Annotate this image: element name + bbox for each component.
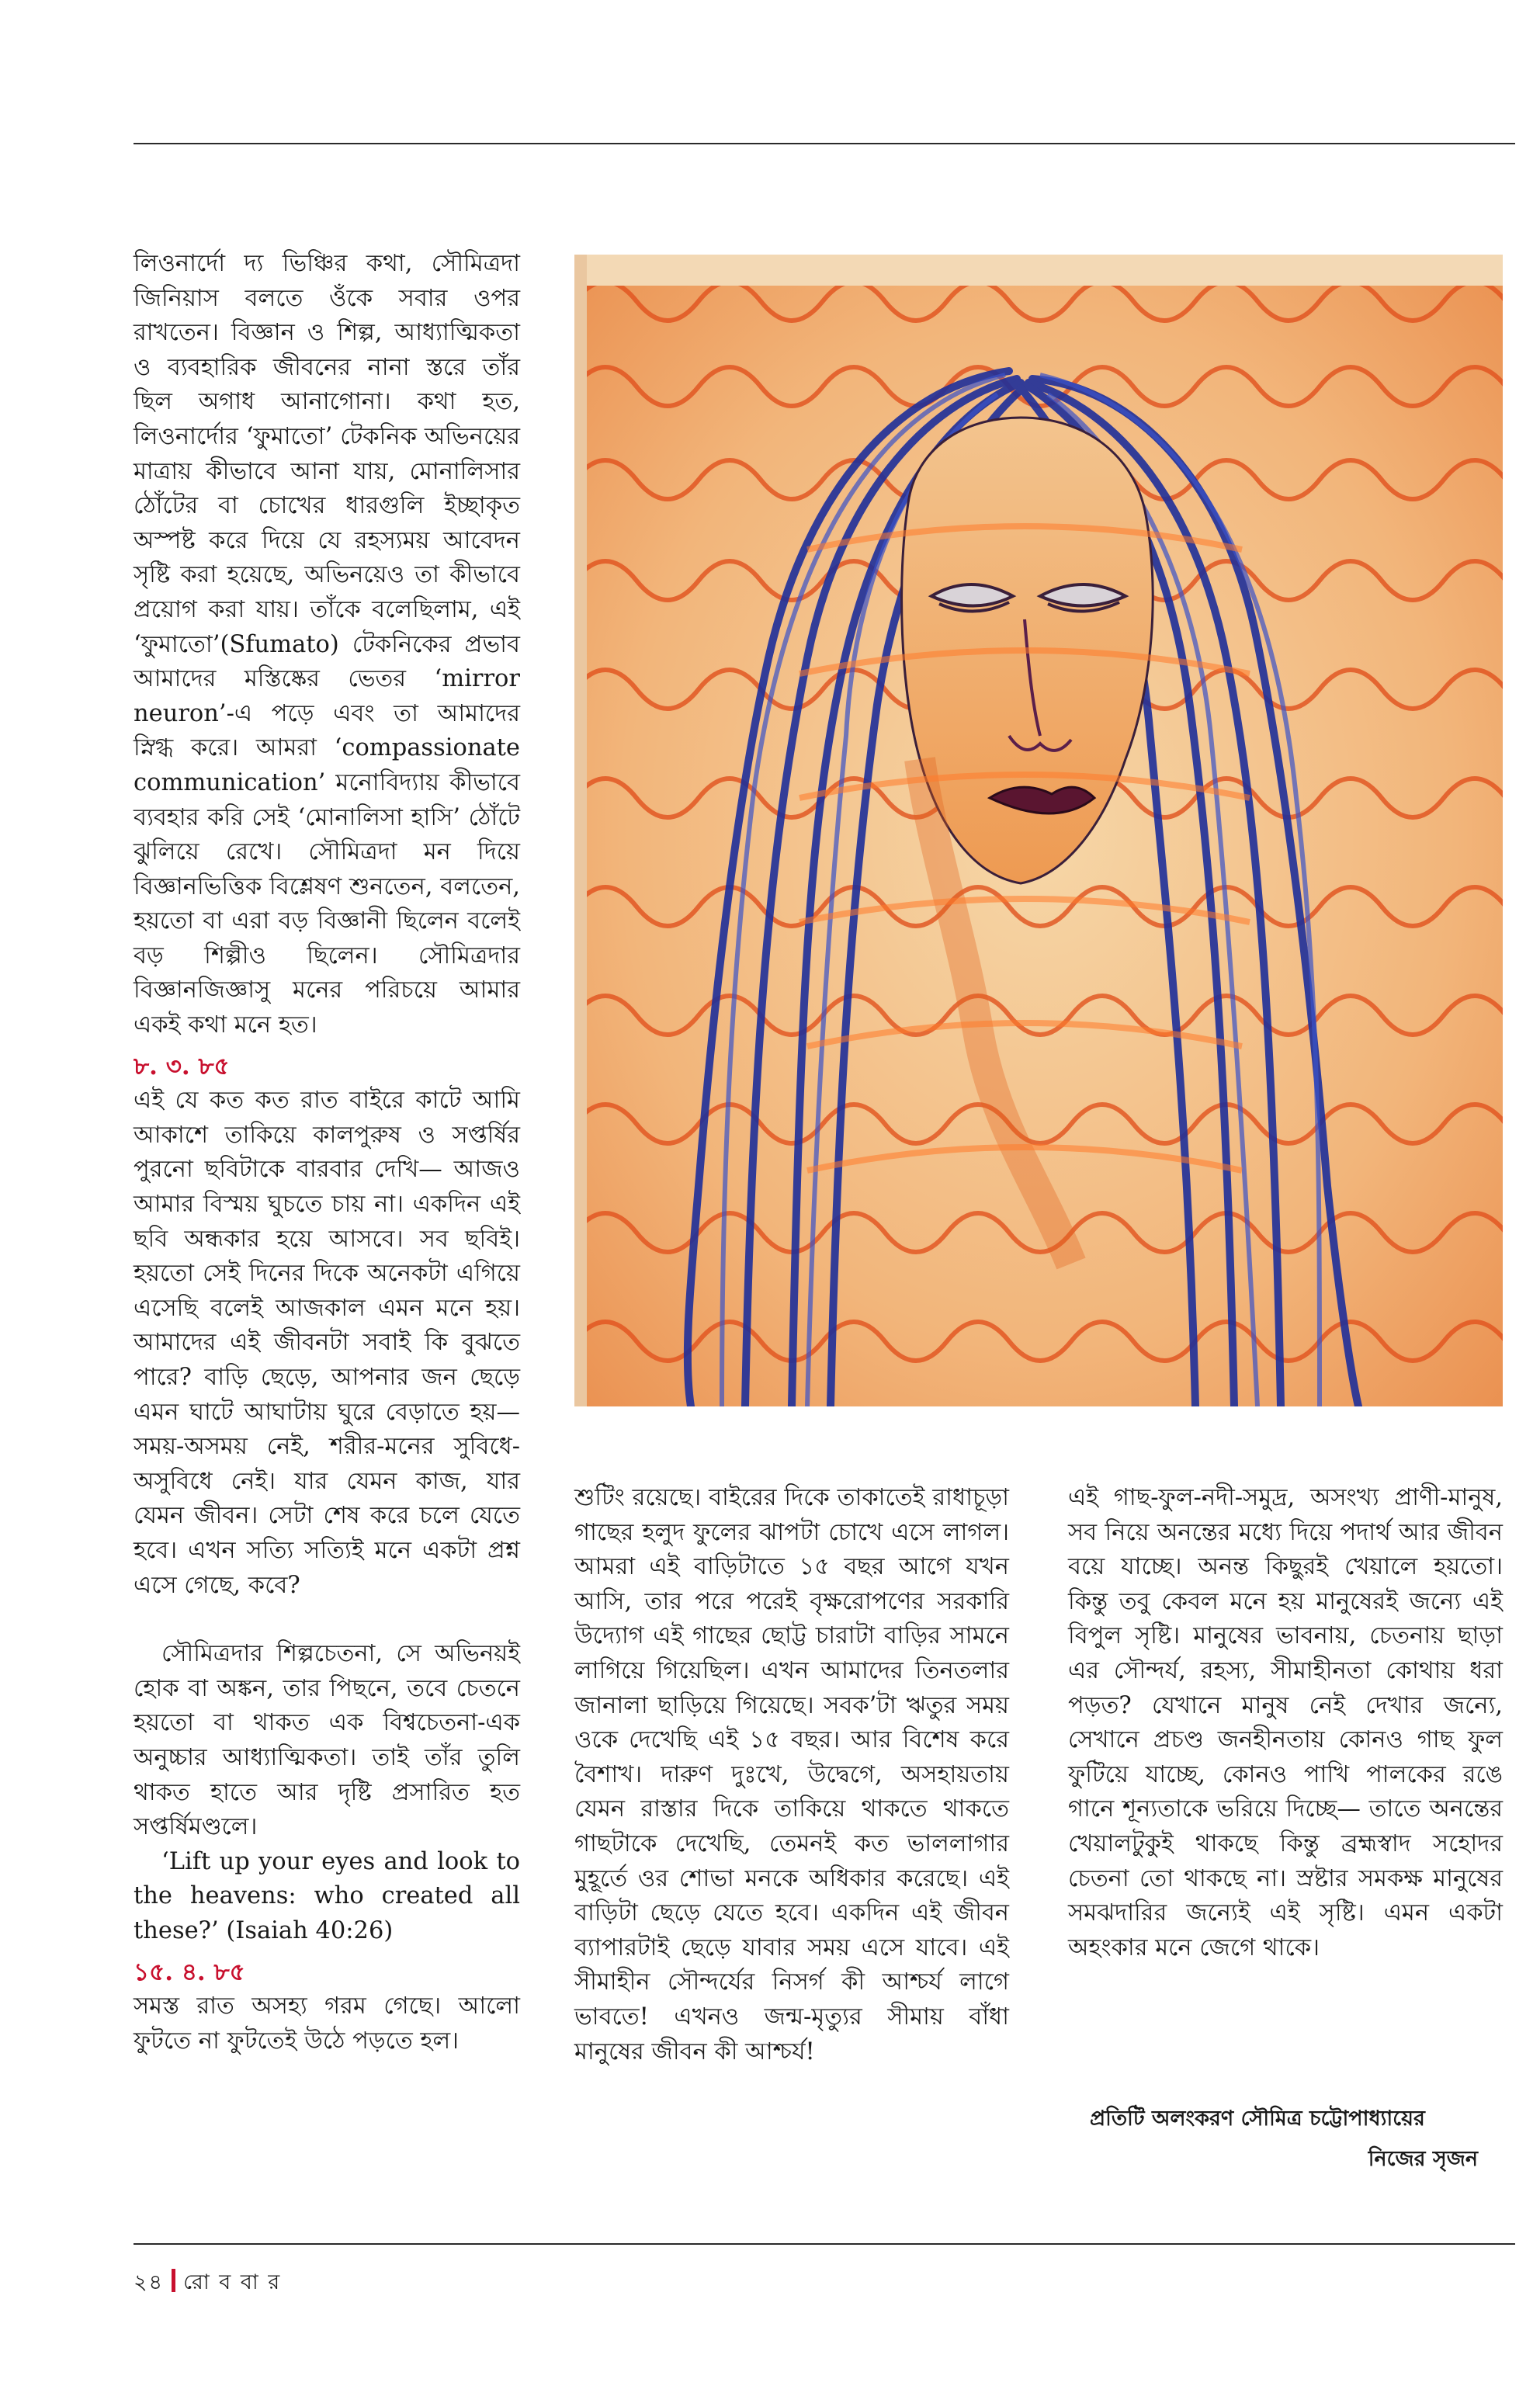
page-number: ২৪	[134, 2270, 165, 2294]
bottom-rule	[134, 2243, 1515, 2245]
col1-paragraph-5: সমস্ত রাত অসহ্য গরম গেছে। আলো ফুটতে না ফুটতেই উঠে পড়তে হল।	[134, 1992, 520, 2055]
col1-paragraph-3: সৌমিত্রদার শিল্পচেতনা, সে অভিনয়ই হোক বা অঙ্কন, তার পিছনে, তবে চেতনে হয়তো বা থাকত এক বিশ্বচেতনা-এক অনুচ্চার আধ্যাত্মিকতা। তাই তাঁর তুলি থাকত হাতে আর দৃষ্টি প্রসারিত হত সপ্তর্ষিমণ্ডলে।	[134, 1640, 520, 1841]
date-heading-2: ১৫. ৪. ৮৫	[134, 1958, 245, 1986]
magazine-name: রো ব বা র	[183, 2270, 282, 2294]
col2-paragraph-1: শুটিং রয়েছে। বাইরের দিকে তাকাতেই রাধাচূড়া গাছের হলুদ ফুলের ঝাপটা চোখে এসে লাগল। আমরা এই বাড়িটাতে ১৫ বছর আগে যখন আসি, তার পরে পরেই বৃক্ষরোপণের সরকারি উদ্যোগ এই গাছের ছোট্ট চারাটা বাড়ির সামনে লাগিয়ে গিয়েছিল। এখন আমাদের তিনতলার জানালা ছাড়িয়ে গিয়েছে। সবক’টা ঋতুর সময় ওকে দেখেছি এই ১৫ বছর। আর বিশেষ করে বৈশাখ। দারুণ দুঃখে, উদ্বেগে, অসহায়তায় যেমন রাস্তার দিকে তাকিয়ে থাকতে থাকতে গাছটাকে দেখেছি, তেমনই কত ভাললাগার মুহূর্তে ওর শোভা মনকে অধিকার করেছে। এই বাড়িটা ছেড়ে যেতে হবে। একদিন এই জীবন ব্যাপারটাই ছেড়ে যাবার সময় এসে যাবে। এই সীমাহীন সৌন্দর্যের নিসর্গ কী আশ্চর্য লাগে ভাবতে! এখনও জন্ম-মৃত্যুর সীমায় বাঁধা মানুষের জীবন কী আশ্চর্য!	[574, 1484, 1009, 2065]
col3-paragraph-1: এই গাছ-ফুল-নদী-সমুদ্র, অসংখ্য প্রাণী-মানুষ, সব নিয়ে অনন্তের মধ্যে দিয়ে পদার্থ আর জীবন বয়ে যাচ্ছে। অনন্ত কিছুরই খেয়ালে হয়তো। কিন্তু তবু কেবল মনে হয় মানুষেরই জন্যে এই বিপুল সৃষ্টি। মানুষের ভাবনায়, চেতনায় ছাড়া এর সৌন্দর্য, রহস্য, সীমাহীনতা কোথায় ধরা পড়ত? যেখানে মানুষ নেই দেখার জন্যে, সেখানে প্রচণ্ড জনহীনতায় কোনও গাছ ফুল ফুটিয়ে যাচ্ছে, কোনও পাখি পালকের রঙে গানে শূন্যতাকে ভরিয়ে দিচ্ছে— তাতে অনন্তের খেয়ালটুকুই থাকছে কিন্তু ব্রহ্মস্বাদ সহোদর চেতনা তো থাকছে না। স্রষ্টার সমকক্ষ মানুষের সমঝদারির জন্যেই এই সৃষ্টি। এমন একটা অহংকার মনে জেগে থাকে।	[1068, 1484, 1503, 1961]
illustration-credit	[1090, 2099, 1478, 2180]
footer-divider	[172, 2269, 175, 2292]
column-3	[1068, 1481, 1503, 1965]
column-1	[134, 247, 520, 2058]
col1-paragraph-1: লিওনার্দো দ্য ভিঞ্চির কথা, সৌমিত্রদা জিনিয়াস বলতে ওঁকে সবার ওপর রাখতেন। বিজ্ঞান ও শিল্প, আধ্যাত্মিকতা ও ব্যবহারিক জীবনের নানা স্তরে তাঁর ছিল অগাধ আনাগোনা। কথা হত, লিওনার্দোর ‘ফুমাতো’ টেকনিক অভিনয়ের মাত্রায় কীভাবে আনা যায়, মোনালিসার ঠোঁটের বা চোখের ধারগুলি ইচ্ছাকৃত অস্পষ্ট করে দিয়ে যে রহস্যময় আবেদন সৃষ্টি করা হয়েছে, অভিনয়েও তা কীভাবে প্রয়োগ করা যায়। তাঁকে বলেছিলাম, এই ‘ফুমাতো’(Sfumato) টেকনিকের প্রভাব আমাদের মস্তিষ্কের ভেতর ‘mirror neuron’-এ পড়ে এবং তা আমাদের স্নিগ্ধ করে। আমরা ‘compassionate communication’ মনোবিদ্যায় কীভাবে ব্যবহার করি সেই ‘মোনালিসা হাসি’ ঠোঁটে ঝুলিয়ে রেখে। সৌমিত্রদা মন দিয়ে বিজ্ঞানভিত্তিক বিশ্লেষণ শুনতেন, বলতেন, হয়তো বা এরা বড় বিজ্ঞানী ছিলেন বলেই বড় শিল্পীও ছিলেন। সৌমিত্রদার বিজ্ঞানজিজ্ঞাসু মনের পরিচয়ে আমার একই কথা মনে হত।	[134, 250, 520, 1039]
page-footer	[134, 2266, 281, 2301]
portrait-illustration	[574, 255, 1503, 1406]
col1-quote: ‘Lift up your eyes and look to the heavens: who created all these?’ (Isaiah 40:26)	[134, 1847, 520, 1944]
credit-line-1: প্রতিটি অলংকরণ সৌমিত্র চট্টোপাধ্যায়ের	[1090, 2107, 1425, 2131]
col1-paragraph-2: এই যে কত কত রাত বাইরে কাটে আমি আকাশে তাকিয়ে কালপুরুষ ও সপ্তর্ষির পুরনো ছবিটাকে বারবার দেখি— আজও আমার বিস্ময় ঘুচতে চায় না। একদিন এই ছবি অন্ধকার হয়ে আসবে। সব ছবিই। হয়তো সেই দিনের দিকে অনেকটা এগিয়ে এসেছি বলেই আজকাল এমন মনে হয়। আমাদের এই জীবনটা সবাই কি বুঝতে পারে? বাড়ি ছেড়ে, আপনার জন ছেড়ে এমন ঘাটে আঘাটায় ঘুরে বেড়াতে হয়— সময়-অসময় নেই, শরীর-মনের সুবিধে-অসুবিধে নেই। যার যেমন কাজ, যার যেমন জীবন। সেটা শেষ করে চলে যেতে হবে। এখন সত্যি সত্যিই মনে একটা প্রশ্ন এসে গেছে, কবে?	[134, 1087, 520, 1599]
top-rule	[134, 143, 1515, 144]
column-2	[574, 1481, 1009, 2069]
credit-line-2: নিজের সৃজন	[1368, 2147, 1478, 2171]
date-heading-1: ৮. ৩. ৮৫	[134, 1052, 230, 1080]
